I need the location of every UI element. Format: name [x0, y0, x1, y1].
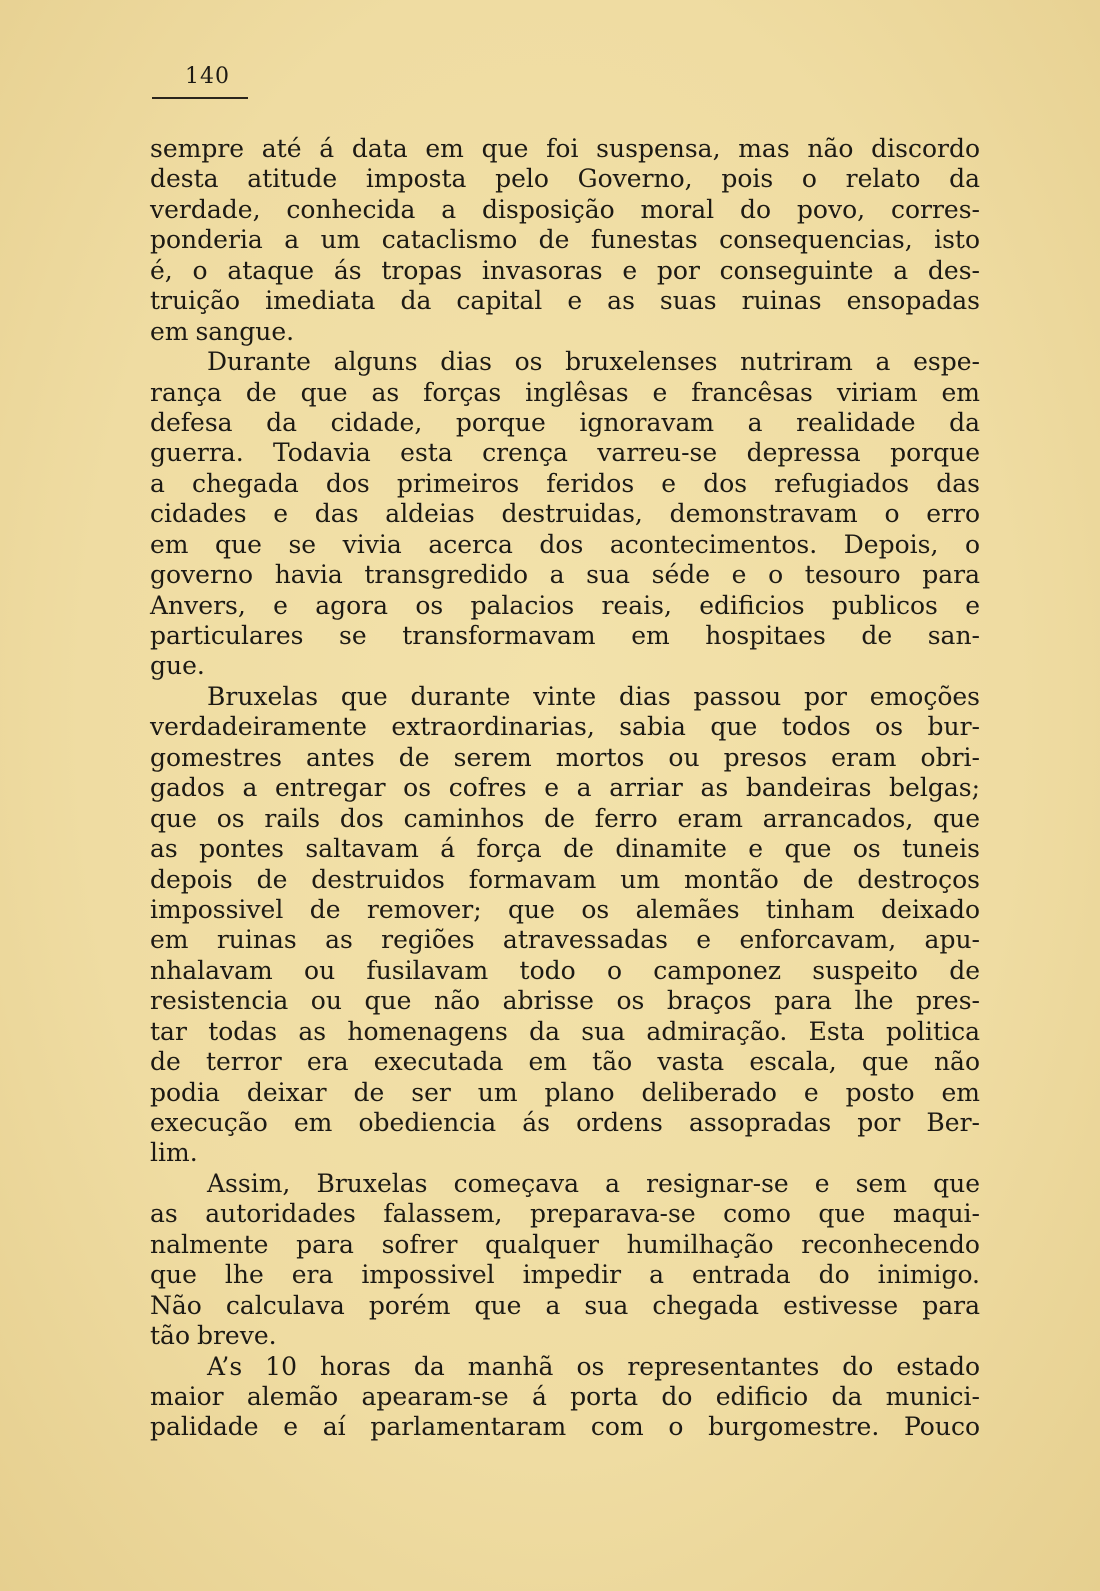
- text-line: podia deixar de ser um plano deliberado e posto em: [150, 1077, 980, 1107]
- text-line: desta atitude imposta pelo Governo, pois o relato da: [150, 164, 980, 194]
- text-line: que lhe era impossivel impedir a entrada do inimigo.: [150, 1260, 980, 1290]
- text-line: Durante alguns dias os bruxelenses nutriram a espe-: [207, 347, 980, 377]
- text-line: em que se vivia acerca dos acontecimentos. Depois, o: [150, 529, 980, 559]
- text-line: execução em obediencia ás ordens assopradas por Ber-: [150, 1108, 980, 1137]
- text-line: defesa da cidade, porque ignoravam a realidade da: [150, 407, 980, 437]
- text-line: Bruxelas que durante vinte dias passou por emoções: [207, 681, 980, 711]
- text-line: rança de que as forças inglêsas e francêsas viriam em: [150, 377, 980, 407]
- text-line: impossivel de remover; que os alemães tinham deixado: [150, 894, 980, 924]
- text-line: particulares se transformavam em hospitaes de san-: [150, 621, 980, 650]
- text-line: de terror era executada em tão vasta escala, que não: [150, 1047, 980, 1077]
- text-line: depois de destruidos formavam um montão de destroços: [150, 864, 980, 894]
- text-line: truição imediata da capital e as suas ruinas ensopadas: [150, 286, 980, 316]
- text-line: as pontes saltavam á força de dinamite e que os tuneis: [150, 834, 980, 864]
- text-line: lim.: [150, 1138, 198, 1168]
- text-line: A’s 10 horas da manhã os representantes do estado: [207, 1351, 980, 1381]
- text-line: maior alemão apearam-se á porta do edificio da munici-: [150, 1381, 980, 1411]
- text-line: tar todas as homenagens da sua admiração. Esta politica: [150, 1016, 980, 1046]
- text-line: palidade e aí parlamentaram com o burgomestre. Pouco: [150, 1412, 980, 1442]
- text-line: guerra. Todavia esta crença varreu-se depressa porque: [150, 438, 980, 468]
- text-line: nalmente para sofrer qualquer humilhação reconhecendo: [150, 1229, 980, 1259]
- text-line: que os rails dos caminhos de ferro eram arrancados, que: [150, 803, 980, 833]
- text-line: Assim, Bruxelas começava a resignar-se e sem que: [207, 1168, 980, 1198]
- text-line: as autoridades falassem, preparava-se como que maqui-: [150, 1199, 980, 1229]
- text-line: nhalavam ou fusilavam todo o camponez suspeito de: [150, 955, 980, 985]
- text-line: tão breve.: [150, 1321, 277, 1351]
- page-number: 140: [185, 64, 230, 89]
- text-line: gados a entregar os cofres e a arriar as bandeiras belgas;: [150, 773, 980, 803]
- text-line: ponderia a um cataclismo de funestas consequencias, isto: [150, 225, 980, 255]
- text-line: em ruinas as regiões atravessadas e enforcavam, apu-: [150, 925, 980, 955]
- text-line: gomestres antes de serem mortos ou presos eram obri-: [150, 742, 980, 772]
- text-line: Não calculava porém que a sua chegada estivesse para: [150, 1290, 980, 1320]
- text-line: resistencia ou que não abrisse os braços para lhe pres-: [150, 986, 980, 1016]
- text-line: governo havia transgredido a sua séde e o tesouro para: [150, 560, 980, 590]
- text-line: verdadeiramente extraordinarias, sabia que todos os bur-: [150, 712, 980, 742]
- text-line: Anvers, e agora os palacios reais, edificios publicos e: [150, 590, 980, 620]
- text-line: gue.: [150, 651, 205, 681]
- header-rule: [152, 97, 248, 99]
- body-text: [150, 134, 980, 1443]
- text-line: é, o ataque ás tropas invasoras e por conseguinte a des-: [150, 255, 980, 285]
- text-line: cidades e das aldeias destruidas, demonstravam o erro: [150, 499, 980, 529]
- text-line: verdade, conhecida a disposição moral do povo, corres-: [150, 194, 980, 224]
- text-line: em sangue.: [150, 316, 295, 346]
- text-line: a chegada dos primeiros feridos e dos refugiados das: [150, 468, 980, 498]
- text-line: sempre até á data em que foi suspensa, mas não discordo: [150, 134, 980, 163]
